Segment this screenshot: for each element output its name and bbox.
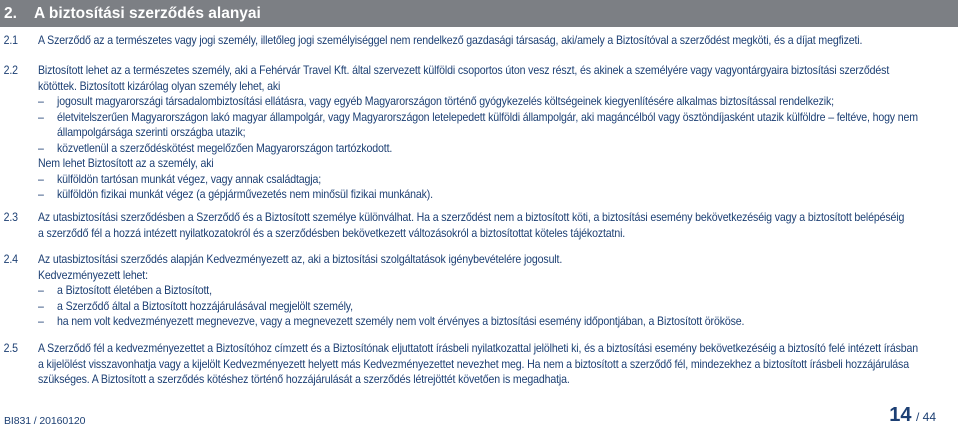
bullet-item — [38, 141, 950, 157]
dash-marker: – — [38, 315, 44, 328]
bullet-text: ha nem volt kedvezményezett megnevezve, vagy a megnevezett személy nem volt érvényes a biztosítási esemény időpontjában, a Biztosított örököse. — [57, 315, 745, 328]
bullet-item — [38, 283, 950, 299]
dash-marker: – — [38, 284, 44, 297]
bullet-text: a Biztosított életében a Biztosított, — [57, 284, 212, 297]
clause-number: 2.3 — [3, 211, 18, 224]
bullet-item — [38, 299, 950, 315]
section-title: A biztosítási szerződés alanyai — [34, 5, 261, 22]
clause-body — [38, 63, 950, 203]
bullet-item — [38, 110, 950, 126]
text-line: A Szerződő fél a kedvezményezettet a Biztosítóhoz címzett és a Biztosítónak eljuttatott írásbeli nyilatkozattal jelölheti ki, és a biztosítási esemény bekövetkezéséig a biztosító felé intézett írásban — [38, 342, 919, 355]
bullet-item — [38, 172, 950, 188]
bullet-text: a Szerződő által a Biztosított hozzájárulásával megjelölt személy, — [57, 299, 353, 313]
clause-body — [38, 252, 950, 330]
bullet-text: külföldön fizikai munkát végez (a gépjárművezetés nem minősül fizikai munkának). — [57, 188, 434, 201]
clause-number: 2.5 — [3, 342, 18, 355]
bullet-item — [38, 314, 950, 330]
bullet-continuation: állampolgársága szerinti országba utazik; — [57, 126, 246, 139]
total-pages: / 44 — [915, 410, 936, 424]
section-header — [0, 0, 958, 27]
text-line: a szerződő fél a hozzá intézett nyilatkozatokról és a szerződésben bekövetkezett változásokról a biztosítottat köteles tájékoztatni. — [38, 226, 626, 240]
clause-body — [38, 210, 950, 241]
page-number — [889, 404, 936, 427]
bullet-item — [38, 94, 950, 110]
text-line: A Szerződő az a természetes vagy jogi személy, illetőleg jogi személyiséggel nem rendelkező gazdasági társaság, aki/amely a Biztosítóval a szerződést megköti, és a díjat megfizeti. — [38, 34, 863, 47]
text-line: a kijelölést visszavonhatja vagy a kijelölt Kedvezményezett helyett más Kedvezményezettet nevezhet meg. Ha nem a biztosított a szerződő fél, mindezekhez a biztosított írásbeli hozzájárulása — [38, 357, 909, 371]
bullet-text: közvetlenül a szerződéskötést megelőzően Magyarországon tartózkodott. — [57, 141, 393, 155]
clause-number: 2.4 — [3, 253, 18, 266]
text-line: szükséges. A Biztosított a szerződés kötéshez történő hozzájárulását a szerződés létrejöttét követően is megadhatja. — [38, 373, 570, 386]
dash-marker: – — [38, 188, 44, 201]
dash-marker: – — [38, 110, 44, 124]
text-line: kötöttek. Biztosított kizárólag olyan személy lehet, aki — [38, 79, 281, 93]
text-line: Kedvezményezett lehet: — [38, 268, 148, 282]
section-number: 2. — [4, 5, 17, 22]
document-code: BI831 / 20160120 — [4, 415, 86, 427]
dash-marker: – — [38, 141, 44, 155]
dash-marker: – — [38, 299, 44, 313]
clause-number: 2.1 — [3, 34, 18, 47]
clause-body — [38, 33, 950, 49]
bullet-item — [38, 187, 950, 203]
text-line: Az utasbiztosítási szerződésben a Szerződő és a Biztosított személye különválhat. Ha a szerződést nem a biztosított köti, a biztosítási esemény bekövetkezéséig vagy a biztosított belépéséig — [38, 211, 905, 224]
text-line: Nem lehet Biztosított az a személy, aki — [38, 157, 214, 170]
dash-marker: – — [38, 95, 44, 108]
dash-marker: – — [38, 172, 44, 186]
text-line: Biztosított lehet az a természetes személy, aki a Fehérvár Travel Kft. által szervezett külföldi csoportos úton vesz részt, és akinek a személyére vagy vagyontárgyaira biztosítási szerződést — [38, 64, 890, 77]
text-line: Az utasbiztosítási szerződés alapján Kedvezményezett az, aki a biztosítási szolgáltatások igénybevételére jogosult. — [38, 253, 563, 266]
bullet-text: jogosult magyarországi társadalombiztosítási ellátásra, vagy egyéb Magyarországon történő gyógykezelés költségeinek kiegyenlítésére alkalmas biztosítással rendelkezik; — [57, 95, 834, 108]
bullet-text: külföldön tartósan munkát végez, vagy annak családtagja; — [57, 172, 322, 186]
current-page: 14 — [889, 404, 912, 426]
clause-number: 2.2 — [3, 64, 18, 77]
bullet-text: életvitelszerűen Magyarországon lakó magyar állampolgár, vagy Magyarországon letelepedett külföldi állampolgár, aki magáncélból vagy ösztöndíjasként utazik külföldre – feltéve, hogy nem — [57, 110, 918, 124]
clause-body — [38, 341, 950, 388]
